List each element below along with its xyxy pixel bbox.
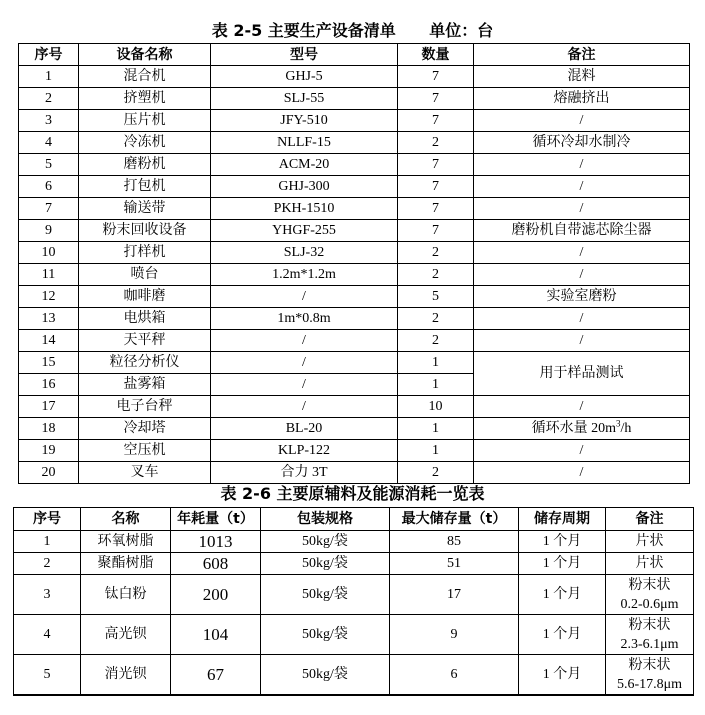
table-cell: 18 [19, 418, 79, 440]
table-row [14, 531, 694, 553]
table-cell: JFY-510 [211, 110, 398, 132]
table-cell: / [474, 308, 690, 330]
table-cell: 5 [398, 286, 474, 308]
header-cell: 储存周期 [519, 508, 606, 531]
table-cell: 7 [398, 198, 474, 220]
table-row [19, 396, 690, 418]
header-cell: 备注 [606, 508, 694, 531]
table-cell: 50kg/袋 [261, 575, 390, 615]
table-cell: / [474, 154, 690, 176]
table-cell: 3 [14, 575, 81, 615]
table-row [14, 553, 694, 575]
table-cell: 1 [14, 531, 81, 553]
table-cell: 7 [398, 176, 474, 198]
table-cell: 50kg/袋 [261, 553, 390, 575]
table-cell: 19 [19, 440, 79, 462]
table-cell: 1013 [171, 531, 261, 553]
header-cell: 序号 [19, 44, 79, 66]
table-cell: 17 [19, 396, 79, 418]
header-cell: 最大储存量（t） [390, 508, 519, 531]
table-cell: 2 [398, 308, 474, 330]
table-cell: 1 [398, 352, 474, 374]
table-cell: 电烘箱 [79, 308, 211, 330]
table-cell: / [211, 330, 398, 352]
table-cell: 2 [19, 88, 79, 110]
table-cell: / [474, 198, 690, 220]
table-cell: 挤塑机 [79, 88, 211, 110]
note-line: 粉末状 [628, 617, 671, 633]
table-cell: 13 [19, 308, 79, 330]
table-cell: 5 [19, 154, 79, 176]
table-row [19, 330, 690, 352]
table-cell [606, 615, 694, 655]
table-cell: 1 个月 [519, 553, 606, 575]
table-cell: 咖啡磨 [79, 286, 211, 308]
table-row [19, 242, 690, 264]
table-cell: 9 [19, 220, 79, 242]
table-cell: 608 [171, 553, 261, 575]
note-line: 0.2-0.6μm [620, 596, 679, 612]
table-cell: 喷台 [79, 264, 211, 286]
table-cell: 消光钡 [81, 655, 171, 696]
table-cell: 1 个月 [519, 575, 606, 615]
table-cell: 打样机 [79, 242, 211, 264]
table-cell: 10 [19, 242, 79, 264]
table-cell: 混合机 [79, 66, 211, 88]
table-row [19, 88, 690, 110]
table2-title: 表 2-6 主要原辅料及能源消耗一览表 [220, 484, 485, 503]
table-cell: 输送带 [79, 198, 211, 220]
table-cell: 15 [19, 352, 79, 374]
table-cell: SLJ-32 [211, 242, 398, 264]
table-cell: 10 [398, 396, 474, 418]
table-cell: 聚酯树脂 [81, 553, 171, 575]
table-cell: 磨粉机 [79, 154, 211, 176]
table-cell: / [211, 352, 398, 374]
table-cell: GHJ-300 [211, 176, 398, 198]
table-cell: BL-20 [211, 418, 398, 440]
header-cell: 备注 [474, 44, 690, 66]
note-unit: /h [620, 420, 632, 436]
table-cell: 叉车 [79, 462, 211, 484]
table-cell: 冷却塔 [79, 418, 211, 440]
table-cell: 7 [398, 110, 474, 132]
table-cell: 1 [398, 440, 474, 462]
table-row [14, 615, 694, 655]
note-line: 片状 [635, 534, 664, 549]
table-row [19, 154, 690, 176]
table-cell: 4 [19, 132, 79, 154]
header-cell: 设备名称 [79, 44, 211, 66]
table-cell: 2 [398, 330, 474, 352]
table-row [19, 352, 690, 374]
header-cell: 包装规格 [261, 508, 390, 531]
table1-title: 表 2-5 主要生产设备清单 单位：台 [211, 21, 494, 40]
table-cell: 67 [171, 655, 261, 696]
table-cell: / [474, 330, 690, 352]
table-cell: 16 [19, 374, 79, 396]
table-cell: NLLF-15 [211, 132, 398, 154]
note-line: 粉末状 [628, 657, 671, 673]
table-cell: 14 [19, 330, 79, 352]
table-cell: / [474, 396, 690, 418]
table-cell: 1 个月 [519, 531, 606, 553]
table-cell: 3 [19, 110, 79, 132]
equipment-table [18, 43, 690, 484]
table-cell: 环氧树脂 [81, 531, 171, 553]
table-cell: 7 [398, 66, 474, 88]
table-cell: 高光钡 [81, 615, 171, 655]
table-cell: 2 [398, 264, 474, 286]
note-text: 循环水量 20m [531, 420, 616, 436]
table-cell: ACM-20 [211, 154, 398, 176]
table-cell: 1 [19, 66, 79, 88]
table-cell: 50kg/袋 [261, 531, 390, 553]
table-cell: 85 [390, 531, 519, 553]
table-cell: 打包机 [79, 176, 211, 198]
table-cell [606, 531, 694, 553]
table-row [19, 132, 690, 154]
table-cell: 2 [398, 462, 474, 484]
table-cell [606, 575, 694, 615]
table-cell: 磨粉机自带滤芯除尘器 [474, 220, 690, 242]
table-cell: 电子台秤 [79, 396, 211, 418]
table-cell: 7 [398, 88, 474, 110]
table-cell: 1 个月 [519, 655, 606, 696]
table-cell: / [211, 286, 398, 308]
table-cell: / [474, 242, 690, 264]
table-cell: 20 [19, 462, 79, 484]
table-row [19, 440, 690, 462]
table-row [19, 220, 690, 242]
table-row [14, 575, 694, 615]
table-cell: / [474, 176, 690, 198]
table-cell: / [474, 462, 690, 484]
note-line: 片状 [635, 556, 664, 571]
table-cell: 7 [398, 220, 474, 242]
note-line: 5.6-17.8μm [616, 676, 683, 692]
table-cell: 1 [398, 374, 474, 396]
table-cell: 4 [14, 615, 81, 655]
table-cell: 1m*0.8m [211, 308, 398, 330]
table-cell: / [474, 110, 690, 132]
header-cell: 名称 [81, 508, 171, 531]
table-cell: 2 [14, 553, 81, 575]
table-header-row [14, 508, 694, 531]
table-cell: 冷冻机 [79, 132, 211, 154]
table-cell [606, 553, 694, 575]
table-row [19, 286, 690, 308]
header-cell: 序号 [14, 508, 81, 531]
table-row [19, 264, 690, 286]
table-cell: / [474, 264, 690, 286]
table-cell: 7 [398, 154, 474, 176]
table-cell: 12 [19, 286, 79, 308]
note-line: 2.3-6.1μm [620, 636, 679, 652]
table-cell: 50kg/袋 [261, 655, 390, 696]
table-cell: 7 [19, 198, 79, 220]
table-cell: 1 [398, 418, 474, 440]
table-cell: 天平秤 [79, 330, 211, 352]
table-cell: 6 [390, 655, 519, 696]
table-cell: SLJ-55 [211, 88, 398, 110]
table-cell: 17 [390, 575, 519, 615]
table-cell: 2 [398, 242, 474, 264]
table-row [19, 176, 690, 198]
table-cell: 104 [171, 615, 261, 655]
table-cell: 51 [390, 553, 519, 575]
table-cell: / [211, 396, 398, 418]
table-cell: 9 [390, 615, 519, 655]
table-cell: YHGF-255 [211, 220, 398, 242]
table-cell: 1 个月 [519, 615, 606, 655]
table-cell: 5 [14, 655, 81, 696]
table-cell: PKH-1510 [211, 198, 398, 220]
table-row [19, 198, 690, 220]
note-superscript: 3 [616, 417, 621, 428]
table-cell: 盐雾箱 [79, 374, 211, 396]
table-cell [474, 418, 690, 440]
table-row [19, 66, 690, 88]
table-cell: KLP-122 [211, 440, 398, 462]
table-cell [606, 655, 694, 696]
table-cell: 钛白粉 [81, 575, 171, 615]
table-cell: 粒径分析仪 [79, 352, 211, 374]
table-cell: 合力 3T [211, 462, 398, 484]
table-cell: / [474, 440, 690, 462]
table-row [14, 655, 694, 696]
table-cell: / [211, 374, 398, 396]
table-cell: 用于样品测试 [474, 352, 690, 396]
header-cell: 型号 [211, 44, 398, 66]
table-cell: 粉末回收设备 [79, 220, 211, 242]
table-cell: 2 [398, 132, 474, 154]
table-cell: 200 [171, 575, 261, 615]
table-row [19, 110, 690, 132]
table-cell: GHJ-5 [211, 66, 398, 88]
table-cell: 空压机 [79, 440, 211, 462]
table-cell: 熔融挤出 [474, 88, 690, 110]
header-cell: 数量 [398, 44, 474, 66]
materials-table [13, 507, 694, 696]
table-row [19, 308, 690, 330]
table-row [19, 462, 690, 484]
table-cell: 混料 [474, 66, 690, 88]
table-header-row [19, 44, 690, 66]
note-line: 粉末状 [628, 577, 671, 593]
header-cell: 年耗量（t） [171, 508, 261, 531]
table-cell: 11 [19, 264, 79, 286]
table-cell: 1.2m*1.2m [211, 264, 398, 286]
table-cell: 压片机 [79, 110, 211, 132]
table-cell: 6 [19, 176, 79, 198]
table-cell: 50kg/袋 [261, 615, 390, 655]
table-cell: 循环冷却水制冷 [474, 132, 690, 154]
table-row [19, 418, 690, 440]
table-cell: 实验室磨粉 [474, 286, 690, 308]
